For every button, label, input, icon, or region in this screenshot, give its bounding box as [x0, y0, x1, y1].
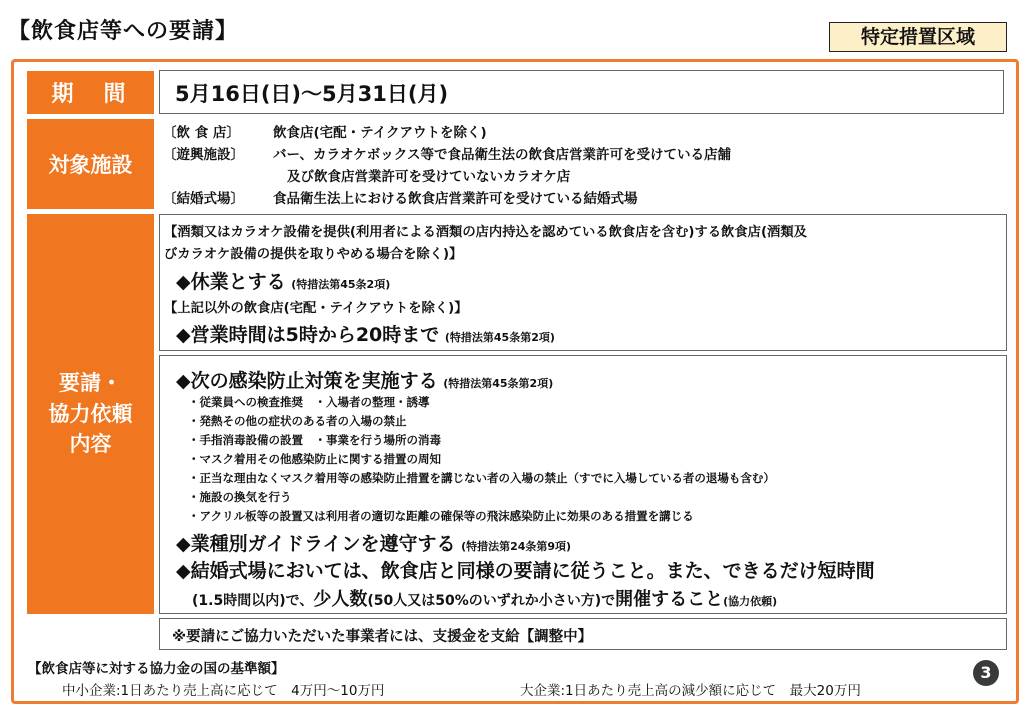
facility-text-wedding: 食品衛生法上における飲食店営業許可を受けている結婚式場 [273, 191, 638, 207]
wedding-request-line2 [192, 585, 777, 611]
closure-note: (特措法第45条2項) [291, 278, 391, 291]
facility-cat-wedding: 〔結婚式場〕 [163, 191, 244, 207]
closure-text: ◆休業とする [176, 271, 286, 293]
wedding-note: (協力依頼) [723, 595, 778, 608]
guideline-text: ◆業種別ガイドラインを遵守する [176, 533, 456, 555]
measure-item-4: ・マスク着用その他感染防止に関する措置の周知 [188, 452, 441, 466]
measures-heading-text: ◆次の感染防止対策を実施する [176, 370, 438, 392]
footer-heading: 【飲食店等に対する協力金の国の基準額】 [28, 661, 285, 677]
wedding-headcount: (50人又は50%のいずれか小さい方)で [367, 593, 616, 609]
facilities-box [159, 119, 1004, 209]
wedding-hold: 開催すること [615, 589, 724, 610]
measure-item-5: ・正当な理由なくマスク着用等の感染防止措置を講じない者の入場の禁止（すでに入場している者の退場も含む） [188, 471, 775, 485]
other-restaurants-heading: 【上記以外の飲食店(宅配・テイクアウトを除く)】 [164, 301, 468, 316]
alcohol-heading-line2: びカラオケ設備の提供を取りやめる場合を除く)】 [164, 247, 463, 262]
page-title: 【飲食店等への要請】 [8, 19, 239, 44]
support-note-box [159, 618, 1007, 650]
hours-request [176, 320, 555, 347]
wedding-duration: (1.5時間以内)で、 [192, 593, 314, 609]
period-value: 5月16日(日)～5月31日(月) [175, 82, 449, 106]
period-label: 期 間 [27, 71, 154, 114]
support-note: ※要請にご協力いただいた事業者には、支援金を支給【調整中】 [172, 629, 593, 645]
measure-item-7: ・アクリル板等の設置又は利用者の適切な距離の確保等の飛沫感染防止に効果のある措置を講じる [188, 509, 694, 523]
infection-measures-box [159, 355, 1007, 614]
facility-text-restaurant: 飲食店(宅配・テイクアウトを除く) [273, 125, 487, 141]
measures-heading-note: (特措法第45条第2項) [443, 377, 554, 390]
closure-request [176, 267, 390, 294]
guideline-request [176, 529, 571, 556]
wedding-request-line1: ◆結婚式場においては、飲食店と同様の要請に従うこと。また、できるだけ短時間 [176, 560, 875, 582]
facility-text-entertainment: バー、カラオケボックス等で食品衛生法の飲食店営業許可を受けている店舗 [273, 147, 732, 163]
facility-cat-restaurant: 〔飲 食 店〕 [163, 125, 240, 141]
footer-large: 大企業:1日あたり売上高の減少額に応じて 最大20万円 [520, 683, 861, 699]
page-number: 3 [973, 660, 999, 686]
requests-label [27, 214, 154, 614]
alcohol-heading-line1: 【酒類又はカラオケ設備を提供(利用者による酒類の店内持込を認めている飲食店を含む)する飲食店(酒類及 [164, 225, 807, 240]
guideline-note: (特措法第24条第9項) [461, 540, 572, 553]
wedding-small-group: 少人数 [313, 589, 368, 610]
facilities-label: 対象施設 [27, 119, 154, 209]
restaurant-request-box [159, 214, 1007, 351]
area-badge: 特定措置区域 [829, 22, 1007, 52]
footer-sme: 中小企業:1日あたり売上高に応じて 4万円～10万円 [62, 683, 385, 699]
facility-text-karaoke: 及び飲食店営業許可を受けていないカラオケ店 [287, 169, 571, 185]
measure-item-6: ・施設の換気を行う [188, 490, 292, 504]
facility-cat-entertainment: 〔遊興施設〕 [163, 147, 244, 163]
requests-label-line1: 要請・ [59, 371, 122, 396]
hours-text: ◆営業時間は5時から20時まで [176, 324, 440, 346]
measure-item-3: ・手指消毒設備の設置 ・事業を行う場所の消毒 [188, 433, 441, 447]
hours-note: (特措法第45条第2項) [444, 331, 555, 344]
measure-item-2: ・発熱その他の症状のある者の入場の禁止 [188, 414, 407, 428]
measures-heading [176, 366, 553, 393]
requests-label-line2: 協力依頼 [48, 401, 133, 426]
requests-label-line3: 内容 [69, 432, 112, 457]
measure-item-1: ・従業員への検査推奨 ・入場者の整理・誘導 [188, 395, 430, 409]
period-box [159, 70, 1004, 114]
